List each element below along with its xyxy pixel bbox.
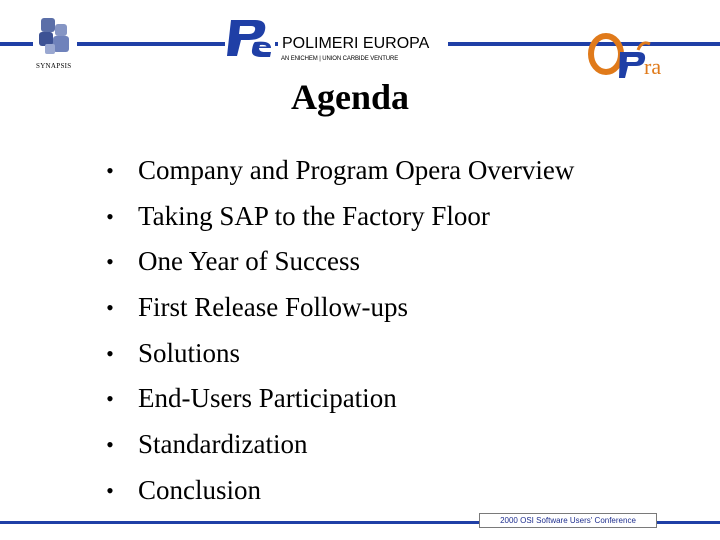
bullet-icon: • bbox=[106, 203, 114, 229]
agenda-item-label: End-Users Participation bbox=[138, 383, 397, 414]
agenda-item-label: Conclusion bbox=[138, 474, 262, 505]
company-name: POLIMERI EUROPA bbox=[282, 35, 430, 52]
agenda-item-label: Standardization bbox=[138, 429, 308, 460]
bullet-icon: • bbox=[106, 386, 114, 412]
synapsis-label: SYNAPSIS bbox=[36, 62, 72, 70]
agenda-item-label: First Release Follow-ups bbox=[138, 292, 408, 323]
bullet-icon: • bbox=[106, 340, 114, 366]
bullet-icon: • bbox=[106, 158, 114, 183]
svg-text:ra: ra bbox=[644, 54, 662, 79]
agenda-item-label: Solutions bbox=[138, 337, 241, 368]
opera-logo bbox=[586, 30, 682, 82]
bullet-icon: • bbox=[106, 477, 114, 503]
company-subtitle: AN ENICHEM | UNION CARBIDE VENTURE bbox=[281, 56, 399, 62]
agenda-item-label: Company and Program Opera Overview bbox=[138, 155, 575, 185]
page-title: Agenda bbox=[290, 77, 410, 117]
bullet-icon: • bbox=[106, 432, 114, 458]
agenda-item-label: One Year of Success bbox=[138, 246, 360, 277]
bullet-icon: • bbox=[106, 249, 114, 275]
synapsis-logo bbox=[33, 14, 77, 58]
agenda-item-label: Taking SAP to the Factory Floor bbox=[138, 200, 490, 231]
footer-conference: 2000 OSI Software Users' Conference bbox=[479, 513, 657, 528]
polimeri-europa-logo bbox=[225, 16, 275, 60]
bullet-icon: • bbox=[106, 295, 114, 321]
